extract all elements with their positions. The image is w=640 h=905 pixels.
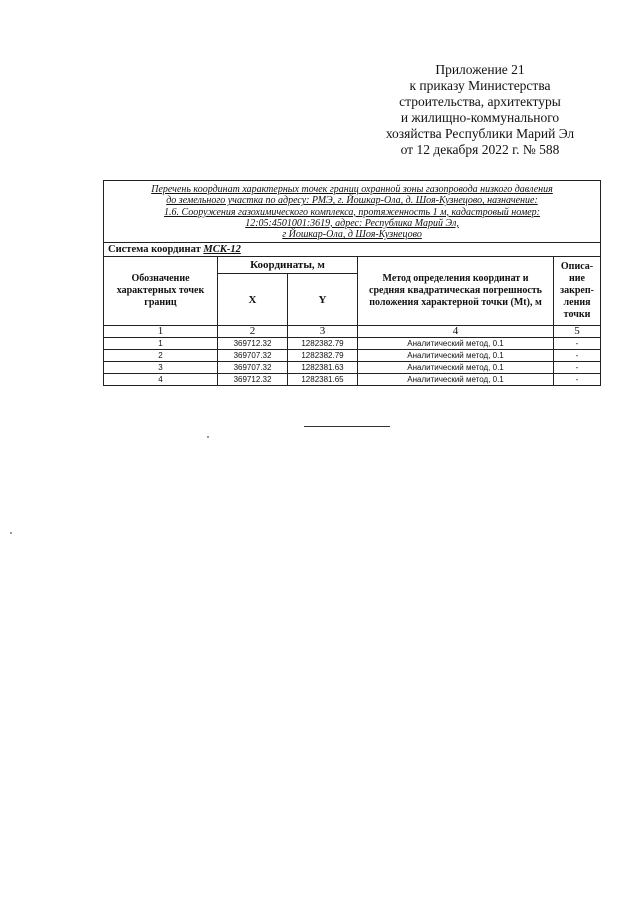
col-header-description: Описа-ние закреп-ления точки [554,257,601,326]
coordinate-system-value: МСК-12 [203,244,241,256]
header-line: и жилищно-коммунального [400,110,560,125]
y-cell: 1282382.79 [288,338,358,350]
coordinates-table [103,180,601,386]
col-number: 5 [554,326,601,338]
col-number: 4 [358,326,554,338]
appendix-header [360,62,600,158]
x-cell: 369712.32 [218,338,288,350]
title-line: 12:05:4501001:3619, адрес: Республика Марий Эл, [245,217,459,229]
method-cell: Аналитический метод, 0.1 [358,338,554,350]
x-cell: 369707.32 [218,362,288,374]
scan-speck [207,436,209,438]
col-header-point: Обозначение характерных точек границ [104,257,218,326]
column-header-row [104,257,601,274]
method-cell: Аналитический метод, 0.1 [358,374,554,386]
col-number: 1 [104,326,218,338]
header-line: хозяйства Республики Марий Эл [385,126,575,141]
point-cell: 2 [104,350,218,362]
x-cell: 369707.32 [218,350,288,362]
x-cell: 369712.32 [218,374,288,386]
col-number: 2 [218,326,288,338]
header-line: Приложение 21 [435,62,525,77]
description-cell: - [554,338,601,350]
scan-speck [10,532,12,534]
method-cell: Аналитический метод, 0.1 [358,362,554,374]
header-line: строительства, архитектуры [399,94,561,109]
title-line: Перечень координат характерных точек границ охранной зоны газопровода низкого давления [151,184,553,195]
description-cell: - [554,362,601,374]
description-cell: - [554,374,601,386]
col-header-x: X [218,274,288,326]
description-cell: - [554,350,601,362]
table-title [104,181,601,243]
coordinate-system-label: Система координат [108,244,201,256]
table-row [104,362,601,374]
end-divider [304,426,390,427]
col-number: 3 [288,326,358,338]
table-title-row [104,181,601,243]
coordinate-system-row [104,243,601,257]
title-line: до земельного участка по адресу: РМЭ, г. Йошкар-Ола, д. Шоя-Кузнецово, назначение: [166,195,538,207]
table-row [104,374,601,386]
title-line: 1.6. Сооружения газохимического комплекса, протяженность 1 м, кадастровый номер: [164,206,540,218]
header-line: к приказу Министерства [409,78,551,93]
col-header-coords: Координаты, м [218,257,358,274]
point-cell: 1 [104,338,218,350]
y-cell: 1282382.79 [288,350,358,362]
table-row [104,350,601,362]
point-cell: 4 [104,374,218,386]
title-line: г Йошкар-Ола, д Шоя-Кузнецово [282,229,422,241]
y-cell: 1282381.65 [288,374,358,386]
col-header-method: Метод определения координат и средняя квадратическая погрешность положения характерной точки (Mt), м [358,257,554,326]
col-header-y: Y [288,274,358,326]
point-cell: 3 [104,362,218,374]
table-row [104,338,601,350]
column-number-row [104,326,601,338]
header-line: от 12 декабря 2022 г. № 588 [400,142,560,157]
method-cell: Аналитический метод, 0.1 [358,350,554,362]
y-cell: 1282381.63 [288,362,358,374]
